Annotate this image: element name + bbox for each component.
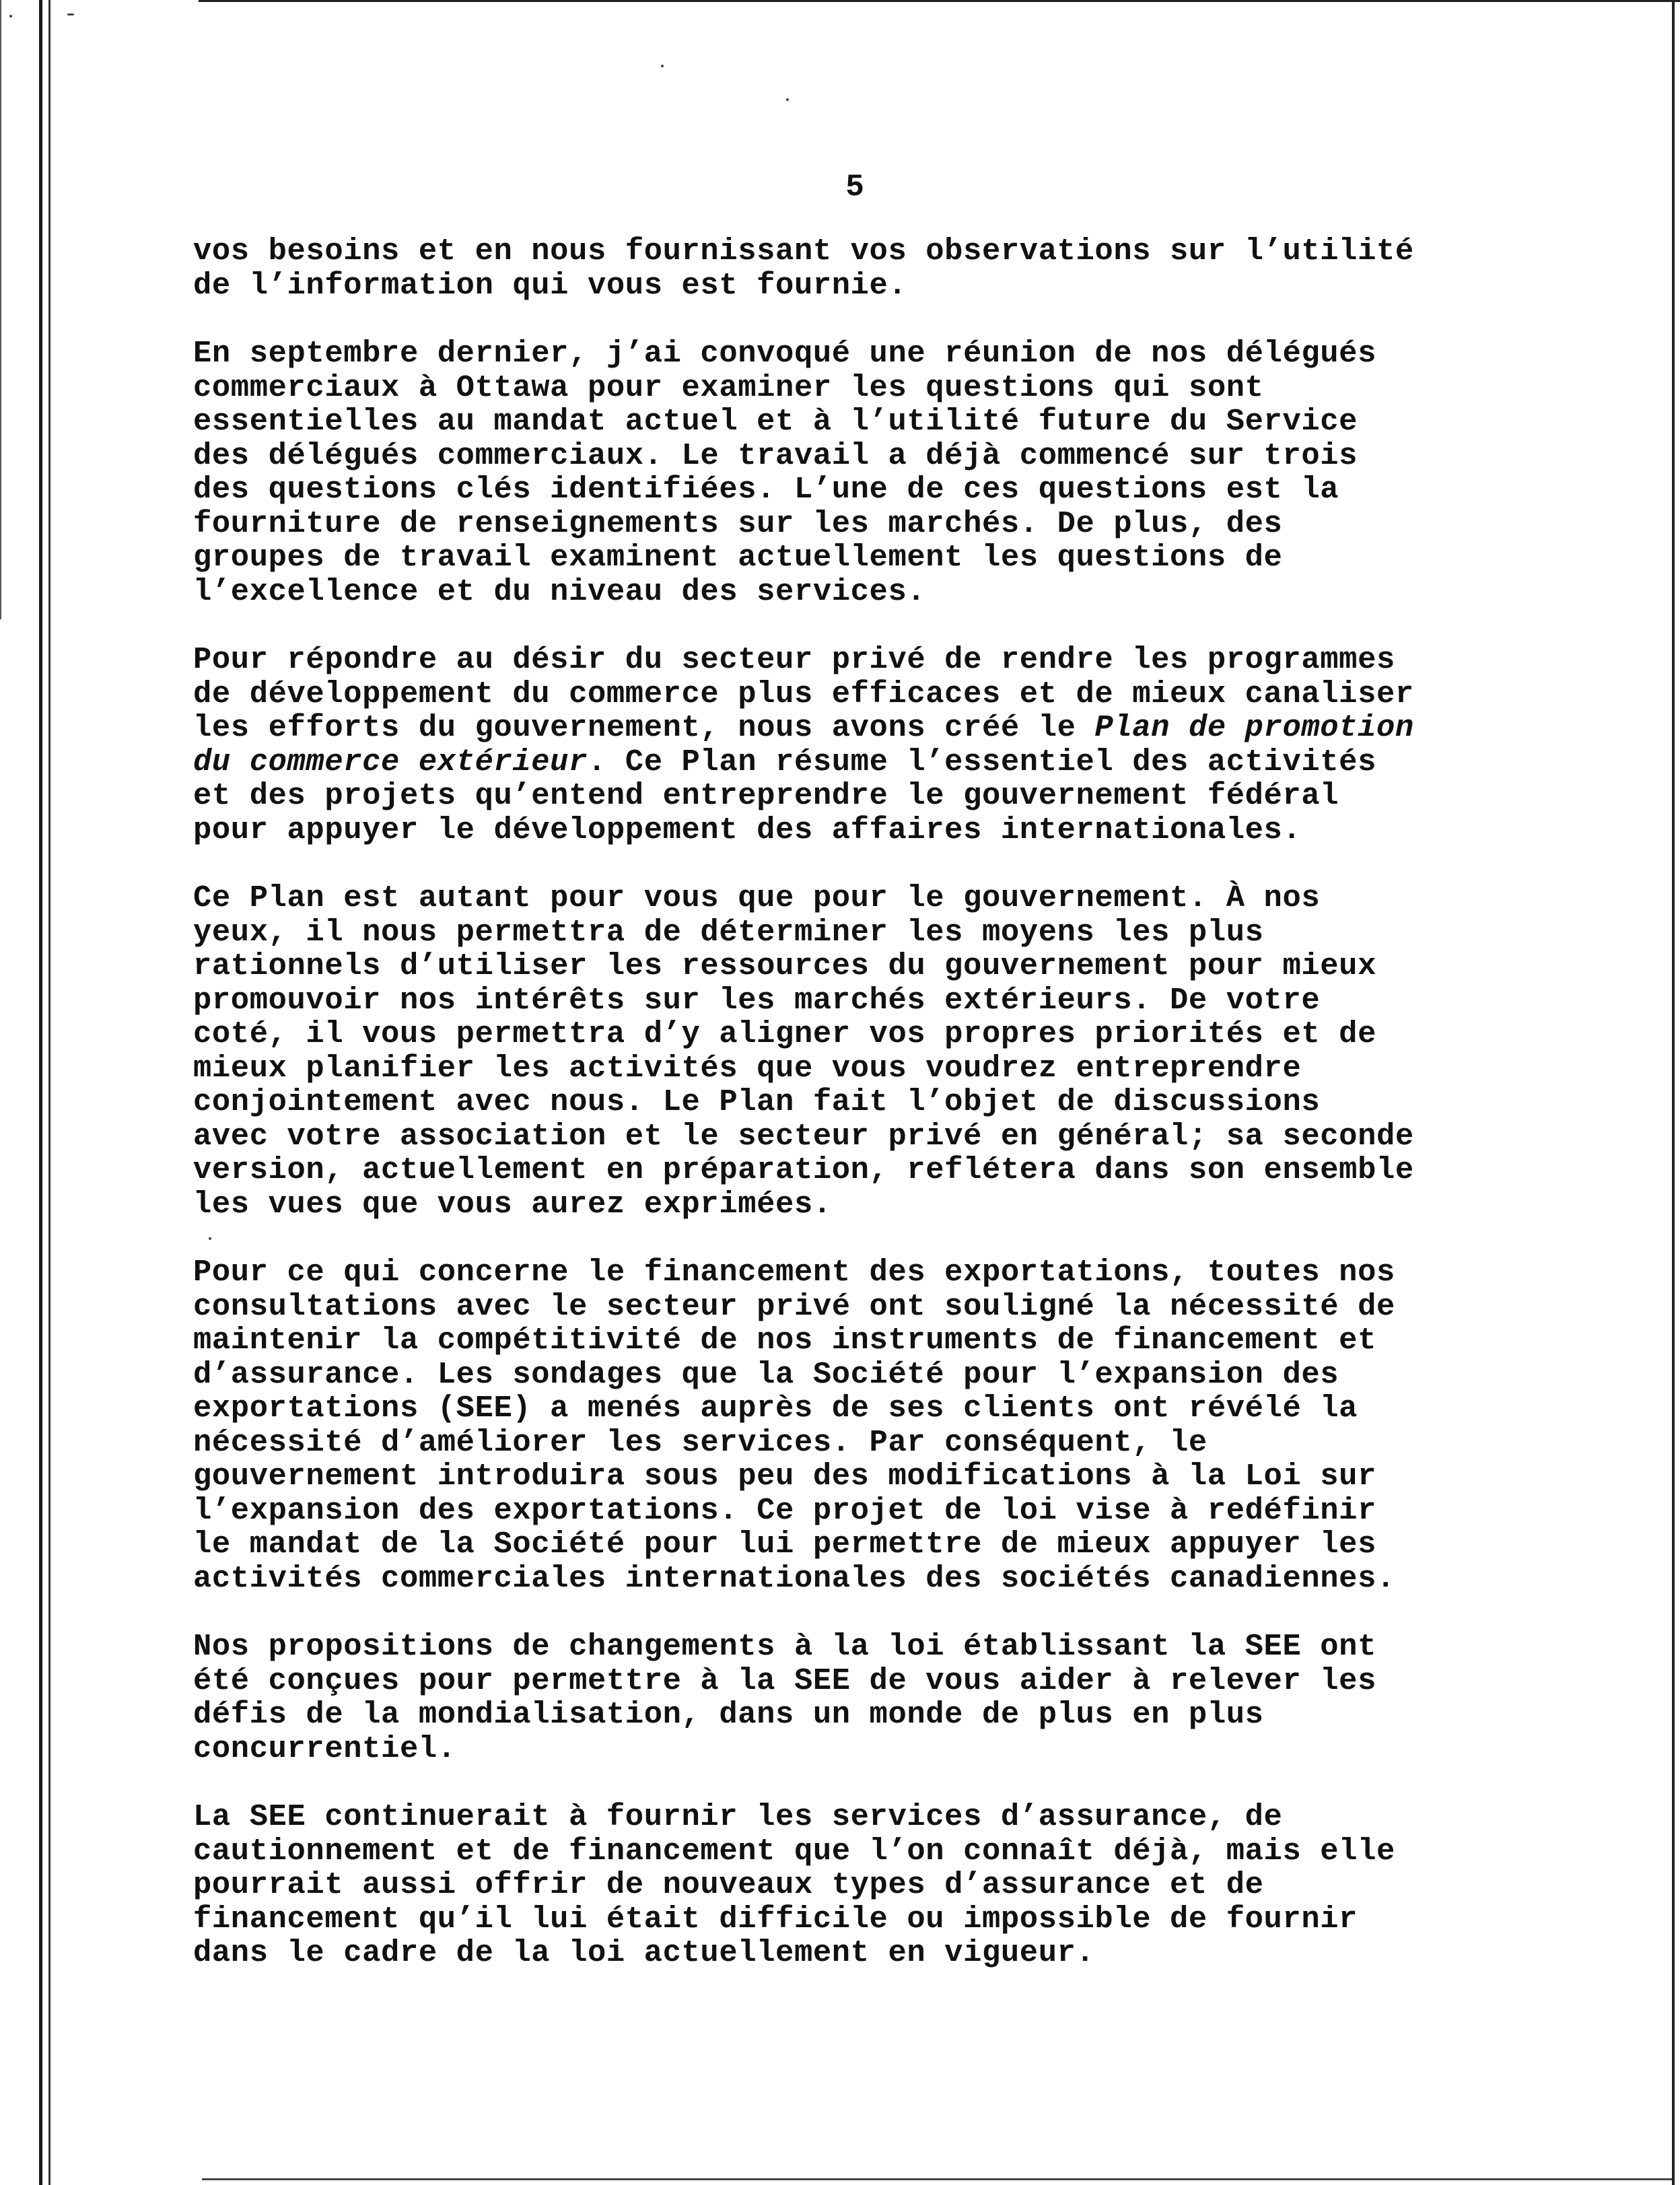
scan-margin-line — [48, 0, 50, 2185]
scan-speck — [9, 15, 12, 18]
scan-speck — [786, 98, 789, 101]
scan-top-border — [199, 0, 1680, 2]
paragraph-text: Pour répondre au désir du secteur privé de rendre les programmes de développement du commerce plus efficaces et de mieux canaliser les efforts du gouvernement, nous avons créé le — [193, 642, 1414, 745]
paragraph-text: . Ce Plan résume l’essentiel des activités et des projets qu’entend entreprendre le gouvernement fédéral pour appuyer le développement des affaires internationales. — [193, 744, 1376, 847]
scan-margin-line — [39, 0, 42, 2185]
scan-edge-line — [0, 0, 1, 619]
page-number: 5 — [845, 170, 864, 205]
paragraph: vos besoins et en nous fournissant vos observations sur l’utilité de l’information qui vous est fournie. — [193, 234, 1414, 303]
paragraph: En septembre dernier, j’ai convoqué une réunion de nos délégués commerciaux à Ottawa pour examiner les questions qui sont essentielles au mandat actuel et à l’utilité future du Service des délégués commerciaux. Le travail a déjà commencé sur trois des questions clés identifiées. L’une de ces questions est la fourniture de renseignements sur les marchés. De plus, des groupes de travail examinent actuellement les questions de l’excellence et du niveau des services. — [193, 336, 1376, 609]
scan-speck — [661, 65, 664, 67]
plan-title-italic: Plan de promotion du commerce extérieur — [193, 710, 1414, 779]
scan-bottom-border — [202, 2178, 1672, 2180]
scan-right-border — [1672, 0, 1675, 2185]
body-text — [193, 234, 1553, 2005]
paragraph: La SEE continuerait à fournir les services d’assurance, de cautionnement et de financement que l’on connaît déjà, mais elle pourrait aussi offrir de nouveaux types d’assurance et de financement qu’il lui était difficile ou impossible de fournir dans le cadre de la loi actuellement en vigueur. — [193, 1799, 1395, 1970]
paragraph: Pour ce qui concerne le financement des exportations, toutes nos consultations avec le secteur privé ont souligné la nécessité de maintenir la compétitivité de nos instruments de financement et d’assurance. Les sondages que la Société pour l’expansion des exportations (SEE) a menés auprès de ses clients ont révélé la nécessité d’améliorer les services. Par conséquent, le gouvernement introduira sous peu des modifications à la Loi sur l’expansion des exportations. Ce projet de loi vise à redéfinir le mandat de la Société pour lui permettre de mieux appuyer les activités commerciales internationales des sociétés canadiennes. — [193, 1255, 1395, 1596]
paragraph — [193, 643, 1553, 847]
paragraph: Nos propositions de changements à la loi établissant la SEE ont été conçues pour permettre à la SEE de vous aider à relever les défis de la mondialisation, dans un monde de plus en plus concurrentiel. — [193, 1629, 1376, 1766]
paragraph: Ce Plan est autant pour vous que pour le gouvernement. À nos yeux, il nous permettra de déterminer les moyens les plus rationnels d’utiliser les ressources du gouvernement pour mieux promouvoir nos intérêts sur les marchés extérieurs. De votre coté, il vous permettra d’y aligner vos propres priorités et de mieux planifier les activités que vous voudrez entreprendre conjointement avec nous. Le Plan fait l’objet de discussions avec votre association et le secteur privé en général; sa seconde version, actuellement en préparation, reflétera dans son ensemble les vues que vous aurez exprimées. — [193, 880, 1414, 1222]
scan-speck — [67, 13, 74, 15]
